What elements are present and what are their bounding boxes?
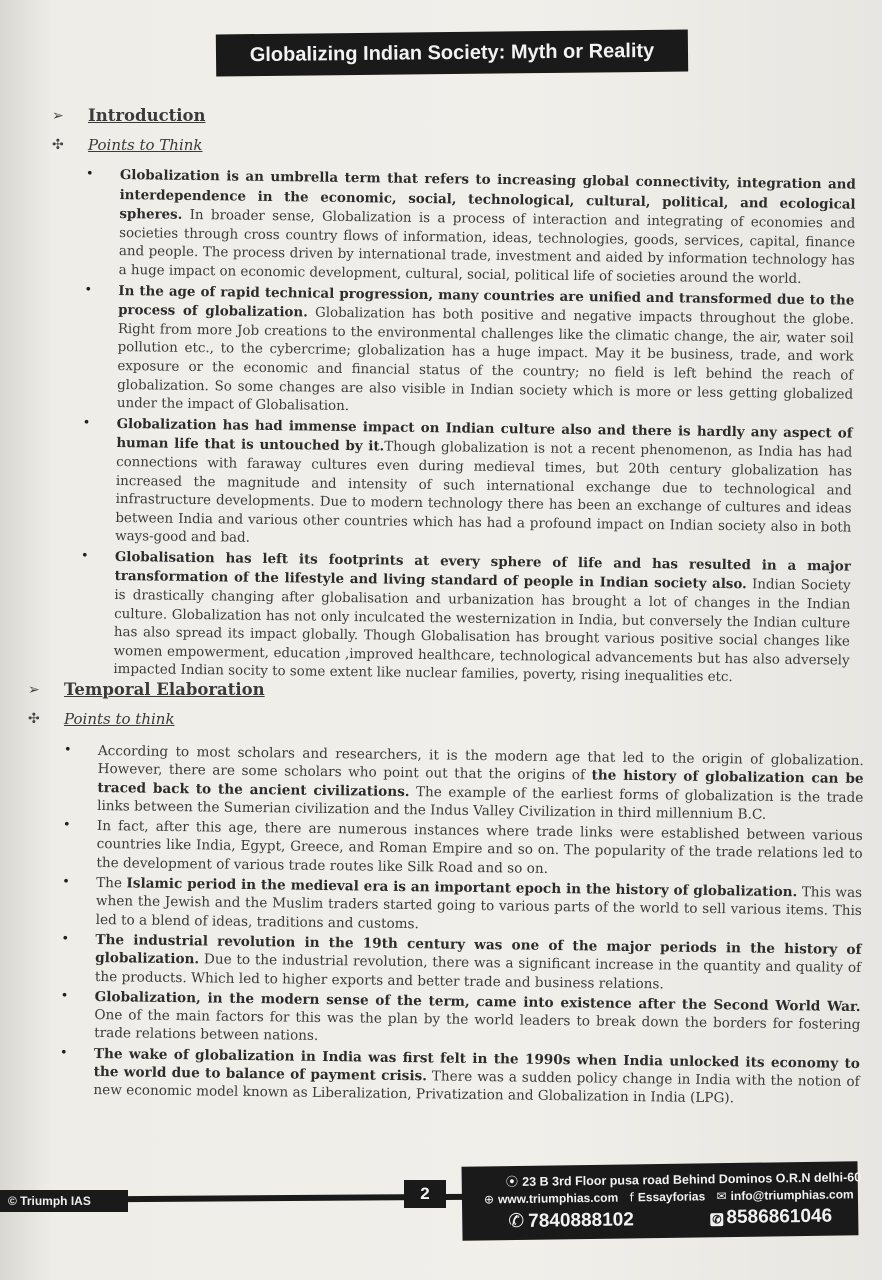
list-item bbox=[62, 874, 863, 939]
list-item bbox=[60, 988, 861, 1053]
section-title: Introduction bbox=[88, 106, 206, 125]
bullet-dot-icon: • bbox=[60, 988, 69, 1004]
bullet-dot-icon: • bbox=[82, 415, 91, 431]
list-item bbox=[59, 1045, 860, 1110]
page-title: Globalizing Indian Society: Myth or Reality bbox=[216, 30, 688, 77]
subsection-title: Points to Think bbox=[88, 136, 203, 154]
social-handle[interactable]: Essayforias bbox=[637, 1189, 706, 1205]
contact-box bbox=[462, 1161, 862, 1241]
bold-lead: The industrial revolution in the 19th century was one of the major periods in the history of globalization. bbox=[95, 931, 862, 968]
bold-lead: the history of globalization can be traced back to the ancient civilizations. bbox=[97, 767, 864, 800]
bullet-dot-icon: • bbox=[80, 548, 89, 564]
item-text: Indian Society is drastically changing after globalisation and urbanization has brought a lot of changes in the Indian culture. Globalization has not only inculcated the westernization in India, but conversely the Indian culture has also spread its impact globally. Though Globalisation has brought various positive social changes like women empowerment, education ,improved healthcare, technological advancements but has also adversely impacted Indian socity to some extent like nuclear families, poverty, rising inequalities etc. bbox=[113, 577, 851, 686]
arrow-bullet-icon: ➢ bbox=[52, 107, 64, 124]
item-text: One of the main factors for this was the plan by the world leaders to break down the borders for fostering trade relations between nations. bbox=[94, 1007, 861, 1045]
list-item bbox=[80, 548, 851, 690]
phone-row-1 bbox=[508, 1208, 634, 1233]
diamond-bullet-icon: ✣ bbox=[28, 711, 40, 727]
diamond-bullet-icon: ✣ bbox=[52, 137, 64, 153]
bold-lead: In the age of rapid technical progression, many countries are unified and transformed due to the process of globalization. bbox=[118, 282, 855, 321]
subsection-title: Points to think bbox=[64, 710, 175, 728]
bullet-dot-icon: • bbox=[63, 742, 72, 758]
web-row bbox=[484, 1187, 854, 1206]
list-item bbox=[62, 817, 863, 882]
list-item bbox=[85, 166, 856, 290]
address-text: 23 B 3rd Floor pusa road Behind Dominos O.R.N delhi-60 bbox=[522, 1170, 862, 1189]
phone-number-1[interactable]: 7840888102 bbox=[528, 1209, 635, 1232]
item-text: The bbox=[96, 875, 127, 892]
bold-lead: The wake of globalization in India was first felt in the 1990s when India unlocked its economy to the world due to balance of payment crisis. bbox=[93, 1045, 860, 1085]
website-link[interactable]: www.triumphias.com bbox=[497, 1190, 619, 1207]
bold-lead: Globalization is an umbrella term that refers to increasing global connectivity, integration and interdependence in the economic, social, technological, cultural, political, and ecological spheres. bbox=[119, 166, 856, 224]
item-text: The example of the earliest forms of globalization is the trade links between the Sumerian civilization and the Indus Valley Civilization in third millennium B.C. bbox=[97, 783, 864, 823]
arrow-bullet-icon: ➢ bbox=[28, 681, 40, 698]
section-heading-introduction bbox=[52, 106, 206, 125]
temporal-bullet-list bbox=[59, 742, 864, 1112]
section-heading-temporal-elaboration bbox=[28, 680, 265, 699]
bold-lead: Globalisation has left its footprints at every sphere of life and has resulted in a major transformation of the lifestyle and living standard of people in Indian society also. bbox=[114, 548, 851, 593]
item-text: Though globalization is not a recent phenomenon, as India has had connections with faraway cultures even during medieval times, but 20th century globalization has increased the magnitude and intensity of such international exchange due to technological and infrastructure developments. Due to modern technology there has been an exchange of cultures and ideas between India and various other countries which has had a profound impact on Indian society also in both ways-good and bad. bbox=[115, 439, 853, 547]
list-item bbox=[63, 742, 864, 825]
email-icon: ✉ bbox=[716, 1189, 727, 1204]
phone-number-2[interactable]: 8586861046 bbox=[726, 1205, 833, 1229]
bold-lead: Islamic period in the medieval era is an important epoch in the history of globalization. bbox=[126, 875, 798, 901]
bullet-dot-icon: • bbox=[85, 166, 94, 182]
phone-row-2 bbox=[710, 1206, 832, 1230]
bullet-dot-icon: • bbox=[61, 931, 70, 947]
item-text: In fact, after this age, there are numerous instances where trade links were established between various countries like India, Egypt, Greece, and Roman Empire and so on. The popularity of the trade relations led to the development of various trade routes like Silk Road and so on. bbox=[96, 818, 863, 877]
item-text: Globalization has both positive and negative impacts throughout the globe. Right from more Job creations to the environmental challenges like the climatic change, the air, water soil pollution etc., to the cybercrime; globalization has a huge impact. May it be business, trade, and work exposure or the economic and financial status of the country; no field is left behind the reach of globalization. So some changes are also visible in Indian society which is more or less getting globalized under the impact of Globalisation. bbox=[116, 305, 855, 415]
section-title: Temporal Elaboration bbox=[64, 680, 265, 699]
bold-lead: Globalization, in the modern sense of the term, came into existence after the Second World War. bbox=[94, 988, 861, 1015]
bullet-dot-icon: • bbox=[84, 282, 93, 298]
list-item bbox=[84, 282, 855, 424]
footer-brand: © Triumph IAS bbox=[0, 1190, 128, 1212]
phone-icon: ✆ bbox=[508, 1209, 525, 1233]
location-pin-icon: ⦿ bbox=[505, 1173, 519, 1190]
item-text: This was when the Jewish and the Muslim traders started going to various parts of the world to sell various items. This led to a blend of ideas, traditions and customs. bbox=[95, 884, 863, 932]
bold-lead: Globalization has had immense impact on Indian culture also and there is hardly any aspect of human life that is untouched by it. bbox=[116, 415, 853, 455]
list-item bbox=[61, 931, 862, 996]
facebook-icon: f bbox=[629, 1190, 634, 1205]
item-text: Due to the industrial revolution, there was a significant increase in the quantity and quality of the products. Which led to higher exports and better trade and business relations. bbox=[94, 951, 862, 992]
item-text: According to most scholars and researchers, it is the modern age that led to the origin of globalization. However, there are some scholars who point out that the origins of bbox=[97, 742, 864, 784]
globe-icon: ⊕ bbox=[483, 1192, 495, 1207]
email-link[interactable]: info@triumphias.com bbox=[730, 1187, 854, 1204]
item-text: In broader sense, Globalization is a process of interaction and integrating of economies and societies through cross country flows of information, ideas, technologies, goods, services, capital, finance and people. The process driven by international trade, investment and aided by information technology has a huge impact on economic development, cultural, social, political life of societies around the world. bbox=[118, 208, 856, 287]
address-row bbox=[506, 1167, 862, 1190]
bullet-dot-icon: • bbox=[62, 874, 70, 890]
list-item bbox=[82, 415, 853, 557]
subheading-points-to-think bbox=[52, 136, 203, 154]
whatsapp-icon: ✆ bbox=[710, 1213, 723, 1226]
item-text: There was a sudden policy change in India with the notion of new economic model known as Liberalization, Privatization and Globalization in India (LPG). bbox=[93, 1068, 860, 1107]
subheading-points-to-think bbox=[28, 710, 175, 728]
bullet-dot-icon: • bbox=[62, 817, 71, 833]
bullet-dot-icon: • bbox=[59, 1045, 68, 1061]
page-number: 2 bbox=[404, 1180, 446, 1208]
